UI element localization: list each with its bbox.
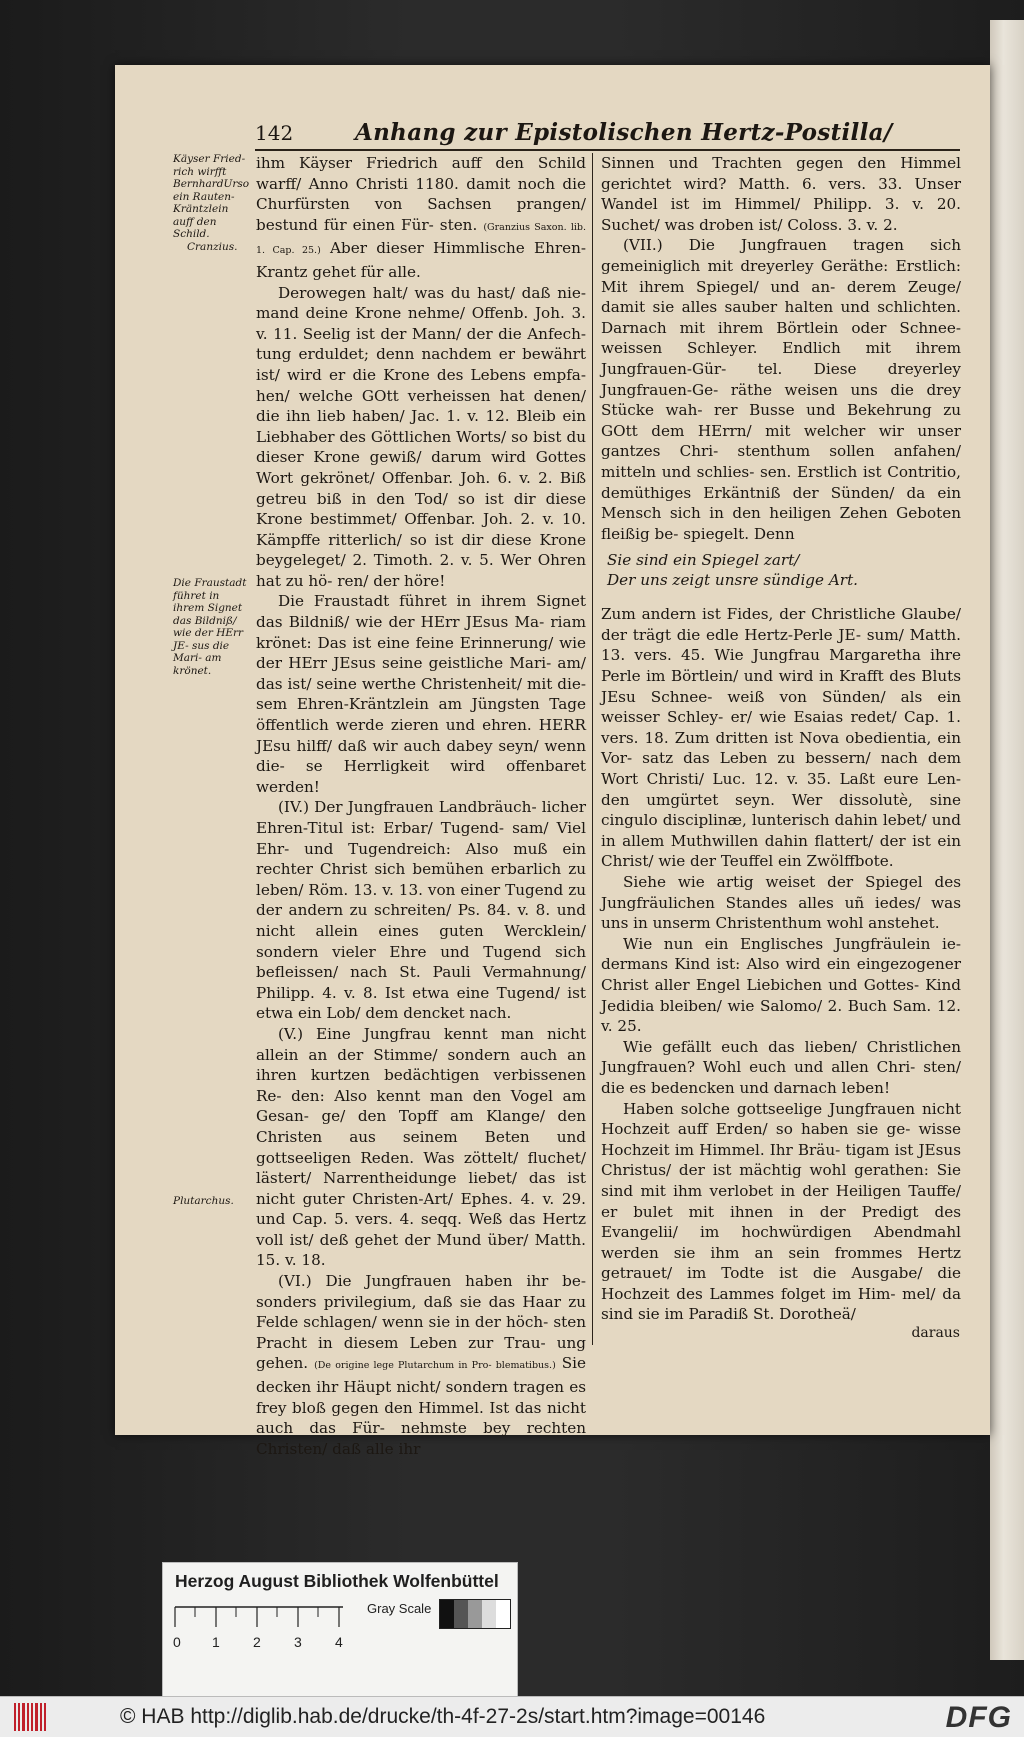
- ruler-tick-label: 2: [253, 1634, 261, 1650]
- gray-swatch: [440, 1600, 454, 1628]
- copyright-url[interactable]: © HAB http://diglib.hab.de/drucke/th-4f-27-2s/start.htm?image=00146: [120, 1705, 766, 1728]
- ruler-tick-label: 1: [212, 1634, 220, 1650]
- ruler-tick-label: 3: [294, 1634, 302, 1650]
- paragraph: (V.) Eine Jungfrau kennt man nicht allein an der Stimme/ sondern auch an ihren kurtzen bedächtigen verbissenen Re- den: Also kennt man den Vogel am Gesan- ge/ den Topff am Klange/ den Christen aus seinem Beten und gottseeligen Reden. Was zöttelt/ fluchet/ lästert/ Narrentheidunge liebet/ das ist nicht guter Christen-Art/ Ephes. 4. v. 29. und Cap. 5. vers. 4. seqq. Weß das Hertz voll ist/ deß gehet der Mund über/ Matth. 15. v. 18.: [256, 1024, 586, 1270]
- footer-bar: [0, 1696, 1024, 1737]
- gray-swatch: [468, 1600, 482, 1628]
- ruler-tick-label: 4: [335, 1634, 343, 1650]
- dfg-logo: DFG: [945, 1701, 1012, 1734]
- margin-note-fraustadt: Die Fraustadt führet in ihrem Signet das Bildniß/ wie der HErr JE- sus die Mari- am krönet.: [173, 577, 247, 677]
- paragraph: (IV.) Der Jungfrauen Landbräuch- licher Ehren-Titul ist: Erbar/ Tugend- sam/ Viel Ehr- und Tugendreich: Also muß ein rechter Christ sich bemühen erbarlich zu leben/ Röm. 13. v. 13. von einer Tugend zu der andern zu schreiten/ Ps. 84. v. 8. und nicht allein eines guten Wercklein/ sondern vieler Ehre und Tugend sich befleissen/ nach St. Pauli Vermahnung/ Philipp. 4. v. 8. Ist etwa eine Tugend/ ist etwa ein Lob/ dem dencket nach.: [256, 798, 586, 1023]
- next-page-edge: [990, 20, 1024, 1660]
- catchword: daraus: [911, 1325, 960, 1341]
- paragraph: Haben solche gottseelige Jungfrauen nicht Hochzeit auff Erden/ so haben sie ge- wisse Hochzeit im Himmel. Ihr Bräu- tigam ist JEsus Christus/ der ist mächtig wohl gerathen: Sie sind mit ihm verlobet in der Heiligen Tauffe/ er bulet mit ihnen in der Predigt des Evangelii/ im hochwürdigen Abendmahl werden sie ihm an sein frommes Hertz getrauet/ im Todte ist die Ausgabe/ die Hochzeit des Lammes folget im Him- mel/ da sind sie im Paradiß St. Dorotheä/: [601, 1099, 961, 1324]
- page-header: [255, 113, 960, 151]
- library-color-plate: [162, 1562, 518, 1698]
- page-number: 142: [255, 121, 294, 145]
- right-column: [601, 153, 961, 1325]
- margin-note-plutarchus: Plutarchus.: [173, 1195, 234, 1207]
- paragraph: Wie gefällt euch das lieben/ Christlichen Jungfrauen? Wohl euch und allen Chri- sten/ die es bedencken und darnach leben!: [601, 1037, 961, 1097]
- paragraph: Wie nun ein Englisches Jungfräulein ie- dermans Kind ist: Also wird ein eingezogener Christ aller Engel Liebichen und Gottes- Kind Jedidia bleiben/ wie Salomo/ 2. Buch Sam. 12. v. 25.: [601, 934, 961, 1036]
- paragraph: Sinnen und Trachten gegen den Himmel gerichtet wird? Matth. 6. vers. 33. Unser Wandel ist im Himmel/ Philipp. 3. v. 20. Suchet/ was droben ist/ Coloss. 3. v. 2.: [601, 154, 961, 234]
- gray-swatch: [496, 1600, 510, 1628]
- gray-scale-swatches: [439, 1599, 511, 1629]
- paragraph: Zum andern ist Fides, der Christliche Glaube/ der trägt die edle Hertz-Perle JE- sum/ Matth. 13. vers. 45. Wie Jungfrau Margaretha ihre Perle im Börtlein/ und wird in Krafft des Bluts JEsu Schnee- weiß von Sünden/ als ein weisser Schley- er/ wie Esaias redet/ Cap. 1. vers. 18. Zum dritten ist Nova obedientia, ein Vor- satz das Leben zu bessern/ nach dem Wort Christi/ Luc. 12. v. 35. Laßt eure Len- den umgürtet seyn. Wer dissolutè, sine cingulo disciplinæ, lunterisch dahin lebet/ und in allem Muthwillen dahin flattert/ der ist ein Christ/ wie der Teuffel ein Zwölffbote.: [601, 605, 961, 871]
- paragraph: ihm Käyser Friedrich auff den Schild warff/ Anno Christi 1180. damit noch die Churfürsten von Sachsen prangen/ bestund für einen Für- sten. (Granzius Saxon. lib. 1. Cap. 25.) Aber dieser Himmlische Ehren-Krantz gehet für alle.: [256, 154, 587, 281]
- ruler: [173, 1603, 353, 1653]
- gray-swatch: [482, 1600, 496, 1628]
- paragraph: Die Fraustadt führet in ihrem Signet das Bildniß/ wie der HErr JEsus Ma- riam krönet: Das ist eine feine Erinnerung/ wie der HErr JEsus seine geistliche Mari- am/ das ist/ seine werthe Christenheit/ mit die- sem Ehren-Kräntzlein am Jüngsten Tage öffentlich werde zieren und ehren. HERR JEsu hilff/ daß wir auch dabey seyn/ wenn die- se Herrligkeit wird offenbaret werden!: [256, 592, 586, 796]
- plate-title: Herzog August Bibliothek Wolfenbüttel: [175, 1571, 499, 1591]
- gray-swatch: [454, 1600, 468, 1628]
- paragraph: (VII.) Die Jungfrauen tragen sich gemeiniglich mit dreyerley Geräthe: Erstlich: Mit ihrem Spiegel/ und an- derem Zeuge/ damit sie alles sauber halten und schlichten. Darnach mit ihrem Börtlein oder Schnee-weissen Schleyer. Endlich mit ihrem Jungfrauen-Gür- tel. Diese dreyerley Jungfrauen-Ge- räthe weisen uns die drey Stücke wah- rer Busse und Bekehrung zu GOtt dem HErrn/ mit welcher wir unser gantzes Chri- stenthum sollen anfahen/ mitteln und schlies- sen. Erstlich ist Contritio, demüthiges Erkäntniß der Sünden/ da ein Mensch sich in den heiligen Zehen Geboten fleißig be- spiegelt. Denn: [601, 236, 961, 543]
- paragraph: (VI.) Die Jungfrauen haben ihr be- sonders privilegium, daß sie das Haar zu Felde schlagen/ wenn sie in der höch- sten Pracht in diesem Leben zur Trau- ung gehen. (De origine lege Plutarchum in Pro- blematibus.) Sie decken ihr Häupt nicht/ sondern tragen es frey bloß gegen den Himmel. Ist das nicht auch das Für- nehmste bey rechten Christen/ daß alle ihr: [256, 1272, 587, 1458]
- paragraph: Derowegen halt/ was du hast/ daß nie- mand deine Krone nehme/ Offenb. Joh. 3. v. 11. Seelig ist der Mann/ der die Anfech- tung erduldet; denn nachdem er bewährt ist/ wird er die Krone des Lebens empfa- hen/ welche GOtt verheissen hat denen/ die ihn lieb haben/ Jac. 1. v. 12. Bleib ein Liebhaber des Göttlichen Worts/ so bist du dieser Krone gewiß/ darum wird Gottes Wort gekrönet/ Offenbar. Joh. 6. v. 2. Biß getreu biß in den Tod/ so ist dir diese Krone bestimmet/ Offenbar. Joh. 2. v. 10. Kämpffe ritterlich/ so ist dir diese Krone beygeleget/ 2. Timoth. 2. v. 5. Wer Ohren hat zu hö- ren/ der höre!: [256, 283, 586, 590]
- hab-logo-icon: [14, 1703, 48, 1731]
- gray-scale-label: Gray Scale: [367, 1601, 432, 1616]
- ruler-tick-label: 0: [173, 1634, 181, 1650]
- left-column: [256, 153, 593, 1458]
- book-page: [115, 65, 990, 1458]
- margin-note-kaiser: Käyser Fried- rich wirfft BernhardUrso ein Rauten- Kräntzlein auff den Schild. Cranzius.: [173, 153, 250, 253]
- verse: Sie sind ein Spiegel zart/ Der uns zeigt unsre sündige Art.: [607, 551, 859, 590]
- paragraph: Siehe wie artig weiset der Spiegel des Jungfräulichen Standes alles uñ iedes/ was uns in unserm Christenthum wohl anstehet.: [601, 873, 961, 933]
- running-title: Anhang zur Epistolischen Hertz-Postilla/: [355, 119, 893, 146]
